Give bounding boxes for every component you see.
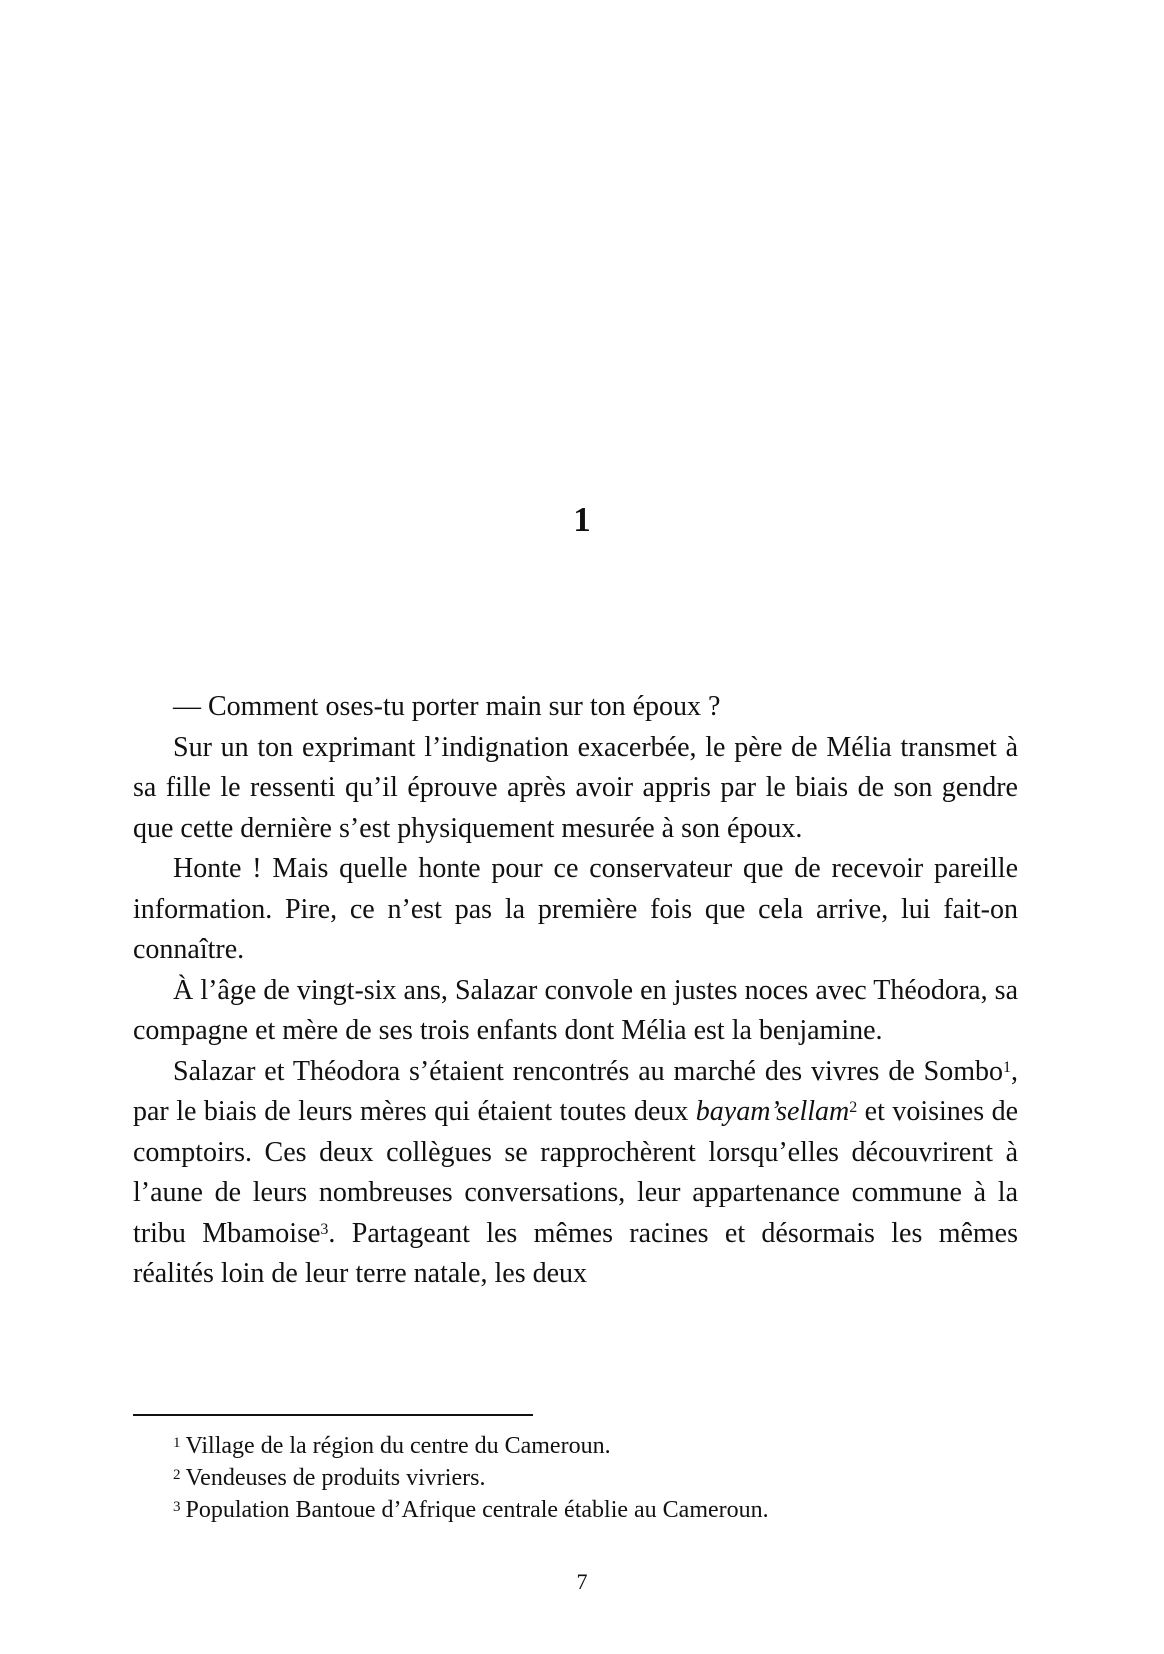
italic-term: bayam’sellam xyxy=(695,1096,850,1127)
footnote-text: Population Bantoue d’Afrique centrale établie au Cameroun. xyxy=(185,1497,769,1523)
footnote-number: 1 xyxy=(173,1435,181,1451)
footnote-text: Village de la région du centre du Cameroun. xyxy=(185,1433,611,1459)
paragraph-text: . Partageant les mêmes racines et désormais les mêmes réalités loin de leur terre natale, les deux xyxy=(133,1217,1019,1289)
paragraph-text: Salazar et Théodora s’étaient rencontrés au marché des vivres de Sombo xyxy=(173,1055,1003,1087)
footnote-reference: 3 xyxy=(320,1220,329,1238)
dialogue-paragraph: — Comment oses-tu porter main sur ton époux ? xyxy=(173,691,721,722)
paragraph-text: et voisines de comptoirs. Ces deux collègues se rapprochèrent lorsqu’elles découvrirent à l’aune de leurs nombreuses conversations, leur appartenance commune à la tribu Mbamoise xyxy=(133,1096,1018,1249)
footnote-text: Vendeuses de produits vivriers. xyxy=(185,1465,486,1491)
footnote-reference: 1 xyxy=(1003,1058,1011,1076)
paragraph-with-footnotes xyxy=(133,1052,1018,1295)
paragraph: Honte ! Mais quelle honte pour ce conservateur que de recevoir pareille information. Pire, ce n’est pas la première fois que cela arrive, lui fait-on connaître. xyxy=(133,853,1018,965)
chapter-number: 1 xyxy=(573,500,591,539)
page-number: 7 xyxy=(576,1569,588,1594)
footnote-number: 2 xyxy=(173,1467,181,1483)
footnote-number: 3 xyxy=(173,1499,181,1515)
paragraph: Sur un ton exprimant l’indignation exacerbée, le père de Mélia transmet à sa fille le ressenti qu’il éprouve après avoir appris par le biais de son gendre que cette dernière s’est physiquement mesurée à son époux. xyxy=(133,731,1018,844)
footnote xyxy=(173,1494,1018,1526)
footnotes xyxy=(173,1430,1018,1526)
paragraph: À l’âge de vingt-six ans, Salazar convole en justes noces avec Théodora, sa compagne et mère de ses trois enfants dont Mélia est la benjamine. xyxy=(133,974,1018,1046)
footnote-reference: 2 xyxy=(849,1099,858,1116)
footnote xyxy=(173,1462,1018,1494)
footnote-separator xyxy=(133,1414,533,1416)
footnote xyxy=(173,1430,1018,1462)
chapter-body-text xyxy=(133,687,1018,1295)
paragraph-text: , par le biais de leurs mères qui étaient toutes deux xyxy=(133,1055,1018,1127)
